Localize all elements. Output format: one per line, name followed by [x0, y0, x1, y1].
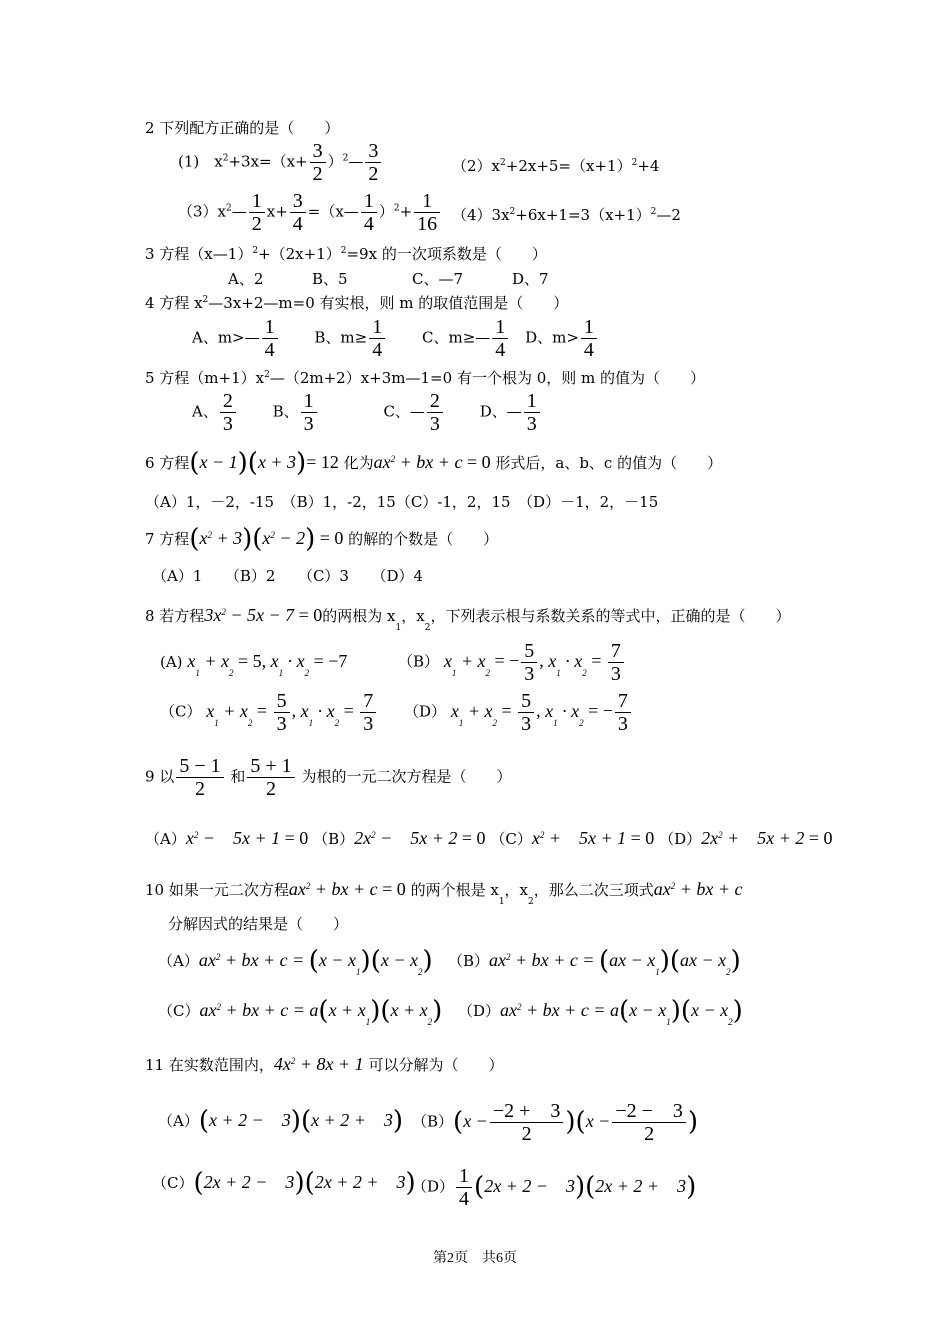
q8-option-a: (A) $x_1 + x_2 = 5$, $x_1 \cdot x_2 = -7$	[160, 651, 348, 678]
q3-option-b: B、5	[312, 270, 348, 288]
q10-stem: 10 如果一元二次方程$ax^2$ + bx + c = 0 的两个根是 $x_1$，$x_2$，那么二次三项式$ax^2$ + bx + c	[145, 879, 743, 907]
q11-option-b: （B）(x − $\frac{-2 + 3}{2}$ )(x − $\frac{-2 - 3}{2}$ )	[412, 1100, 699, 1145]
q3-option-c: C、—7	[412, 270, 464, 288]
q7-options: （A）1 （B）2 （C）3 （D）4	[152, 567, 424, 585]
q8-stem: 8 若方程$3x^2 - 5x - 7 = 0$的两根为 $x_1$，$x_2$，下列表示根与系数关系的等式中，正确的是（ ）	[145, 605, 791, 633]
q10-option-b: $(B)ax^2$ + bx + $c = (ax - x_1)(ax - x_2)$	[448, 946, 741, 977]
q2-option-1: (1) $x^2+3x=(x+$ $\frac{3}{2}$ ）$^2$— $\frac{3}{2}$	[178, 140, 383, 185]
q9-options: $(A)x^2$ − 5x + 1 = 0 $(B)2x^2$ − 5x + 2 = 0 $(C)x^2$ + 5x + 1 = 0 $(D)2x^2$ + 5x + 2 = 0	[145, 828, 833, 848]
q2-stem: 2 下列配方正确的是（ ）	[145, 119, 340, 137]
q11-option-d: （D） $\frac{1}{4}$ (2x + 2 − 3)(2x + 2 + 3)	[412, 1165, 697, 1210]
q4-options: A、m>— $\frac{1}{4}$ B、m≥ $\frac{1}{4}$ C、m≥— $\frac{1}{4}$ D、m> $\frac{1}{4}$	[192, 316, 599, 361]
q10-stem-cont: 分解因式的结果是（ ）	[168, 915, 349, 933]
q3-option-d: D、7	[512, 270, 549, 288]
q4-stem: 4 方程 $x^2—3x+2—m=0$ 有实根，则 m 的取值范围是（ ）	[145, 294, 569, 312]
q3-option-a: A、2	[228, 270, 264, 288]
q3-stem: 3 方程$(x—1)^2+(2x+1)^2=9x$ 的一次项系数是（ ）	[145, 245, 547, 263]
q5-options: A、 $\frac{2}{3}$ B、 $\frac{1}{3}$ C、— $\frac{2}{3}$ D、— $\frac{1}{3}$	[192, 390, 542, 435]
page-footer: 第2页 共6页	[433, 1251, 517, 1266]
q11-option-c: （C）(2x + 2 − 3)(2x + 2 + 3)	[152, 1168, 416, 1198]
q10-option-d: $(D)ax^2$ + bx + $c = a(x - x_1)(x - x_2)$	[458, 996, 743, 1027]
q10-option-a: $(A)ax^2$ + bx + $c = (x - x_1)(x - x_2)$	[158, 946, 433, 977]
q8-option-c: （C） $x_1 + x_2$ = $\frac{5}{3}$ , $x_1 \cdot x_2$ = $\frac{7}{3}$	[160, 690, 378, 735]
q10-option-c: $(C)ax^2$ + bx + $c = a(x + x_1)(x + x_2)$	[158, 996, 443, 1027]
q6-stem: 6 方程(x − 1)(x + 3)= 12 化为$ax^2$ + bx + c = 0 形式后，a、b、c 的值为（ ）	[145, 448, 723, 478]
q2-option-4: $(4)3x^2+6x+1=3(x+1)^2—2$	[452, 206, 681, 224]
q2-option-3: $(3)x^2—$ $\frac{1}{2}$ x+ $\frac{3}{4}$ =（x— $\frac{1}{4}$ ）$^2$+ $\frac{1}{16}$	[178, 190, 442, 235]
q2-option-2: $(2)x^2+2x+5=(x+1)^2+4$	[452, 157, 660, 175]
q11-option-a: （A）(x + 2 − 3)(x + 2 + 3)	[158, 1106, 404, 1136]
q9-stem: 9 以 $\frac{5 - 1}{2}$ 和 $\frac{5 + 1}{2}$ 为根的一元二次方程是（ ）	[145, 755, 512, 800]
q5-stem: 5 方程$(m+1)x^2—(2m+2)x+3m—1=0$ 有一个根为 0，则 m 的值为（ ）	[145, 369, 706, 387]
q8-option-d: （D） $x_1 + x_2$ = $\frac{5}{3}$ , $x_1 \cdot x_2$ = − $\frac{7}{3}$	[404, 690, 633, 735]
q8-option-b: （B） $x_1 + x_2$ = − $\frac{5}{3}$ , $x_1 \cdot x_2$ = $\frac{7}{3}$	[398, 640, 626, 685]
q6-options: （A）1，－2，-15 （B）1，-2，15（C）-1，2，15 （D）－1，2，－15	[145, 493, 659, 511]
q7-stem: 7 方程$(x^2 + 3)(x^2 - 2) = 0$ 的解的个数是（ ）	[145, 524, 499, 554]
q11-stem: 11 在实数范围内，$4x^2 + 8x + 1$ 可以分解为（ ）	[145, 1054, 504, 1074]
